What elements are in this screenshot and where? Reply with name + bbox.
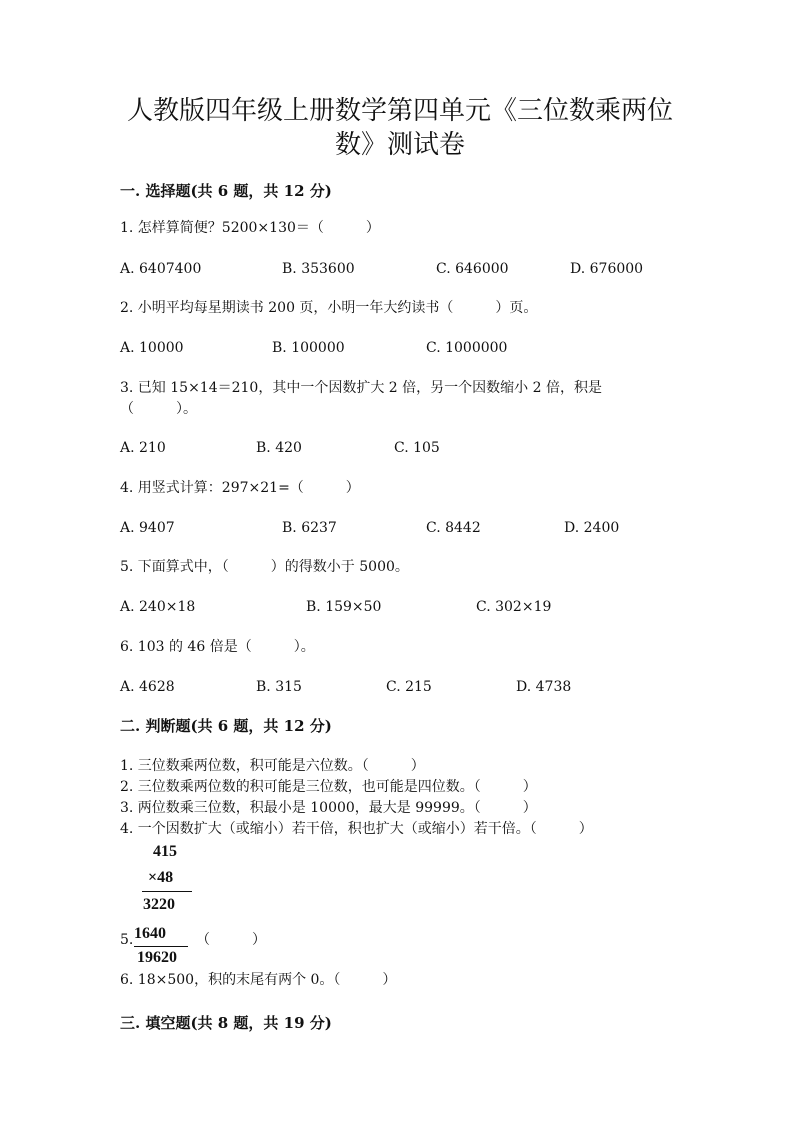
calc-partial-product-2: 1640 bbox=[134, 925, 166, 942]
calc-result: 19620 bbox=[137, 949, 177, 966]
tf-item-5-blank: （ ） bbox=[196, 932, 266, 948]
option-c: C. 646000 bbox=[436, 261, 509, 277]
option-d: D. 4738 bbox=[516, 679, 572, 695]
title-line-2: 数》测试卷 bbox=[334, 130, 465, 160]
page-title bbox=[100, 94, 700, 162]
title-line-1: 人教版四年级上册数学第四单元《三位数乘两位 bbox=[126, 96, 673, 126]
question-3-line-1: 3. 已知 15×14＝210，其中一个因数扩大 2 倍，另一个因数缩小 2 倍，积是 bbox=[120, 380, 602, 396]
tf-item-2: 2. 三位数乘两位数的积可能是三位数，也可能是四位数。（ ） bbox=[120, 779, 537, 795]
tf-item-6: 6. 18×500，积的末尾有两个 0。（ ） bbox=[120, 972, 397, 988]
option-b: B. 159×50 bbox=[306, 599, 382, 615]
option-b: B. 6237 bbox=[282, 520, 337, 536]
calc-underline-1 bbox=[142, 891, 192, 892]
option-a: A. 9407 bbox=[120, 520, 175, 536]
option-b: B. 315 bbox=[256, 679, 302, 695]
section-heading-fill-blank: 三. 填空题(共 8 题，共 19 分) bbox=[120, 1014, 332, 1032]
option-b: B. 100000 bbox=[272, 340, 345, 356]
tf-item-4: 4. 一个因数扩大（或缩小）若干倍，积也扩大（或缩小）若干倍。（ ） bbox=[120, 821, 593, 837]
tf-item-3: 3. 两位数乘三位数，积最小是 10000，最大是 99999。（ ） bbox=[120, 800, 537, 816]
question-2: 2. 小明平均每星期读书 200 页，小明一年大约读书（ ）页。 bbox=[120, 300, 538, 316]
calc-multiplier: ×48 bbox=[148, 869, 174, 886]
option-a: A. 4628 bbox=[120, 679, 175, 695]
calc-multiplicand: 415 bbox=[153, 843, 177, 860]
option-b: B. 420 bbox=[256, 440, 302, 456]
section-heading-choice: 一. 选择题(共 6 题，共 12 分) bbox=[120, 182, 332, 200]
calc-partial-product-1: 3220 bbox=[143, 896, 175, 913]
tf-item-5-number: 5. bbox=[120, 932, 134, 948]
section-heading-true-false: 二. 判断题(共 6 题，共 12 分) bbox=[120, 717, 332, 735]
option-d: D. 2400 bbox=[564, 520, 620, 536]
question-4: 4. 用竖式计算：297×21=（ ） bbox=[120, 480, 360, 496]
question-1-options bbox=[120, 259, 680, 279]
tf-item-1: 1. 三位数乘两位数，积可能是六位数。（ ） bbox=[120, 758, 425, 774]
question-4-options bbox=[120, 518, 680, 538]
question-5: 5. 下面算式中，（ ）的得数小于 5000。 bbox=[120, 559, 409, 575]
option-c: C. 302×19 bbox=[476, 599, 552, 615]
option-c: C. 215 bbox=[386, 679, 432, 695]
question-5-options bbox=[120, 597, 680, 617]
option-c: C. 105 bbox=[394, 440, 440, 456]
question-3-options bbox=[120, 438, 680, 458]
option-c: C. 1000000 bbox=[426, 340, 508, 356]
option-a: A. 10000 bbox=[120, 340, 184, 356]
question-3-line-2: （ ）。 bbox=[120, 401, 197, 417]
option-b: B. 353600 bbox=[282, 261, 355, 277]
question-6: 6. 103 的 46 倍是（ ）。 bbox=[120, 639, 315, 655]
calc-underline-2 bbox=[134, 946, 188, 947]
question-1: 1. 怎样算简便？5200×130＝（ ） bbox=[120, 220, 380, 236]
option-a: A. 240×18 bbox=[120, 599, 196, 615]
question-2-options bbox=[120, 338, 680, 358]
question-6-options bbox=[120, 677, 680, 697]
option-a: A. 210 bbox=[120, 440, 166, 456]
option-a: A. 6407400 bbox=[120, 261, 202, 277]
option-c: C. 8442 bbox=[426, 520, 481, 536]
option-d: D. 676000 bbox=[570, 261, 644, 277]
